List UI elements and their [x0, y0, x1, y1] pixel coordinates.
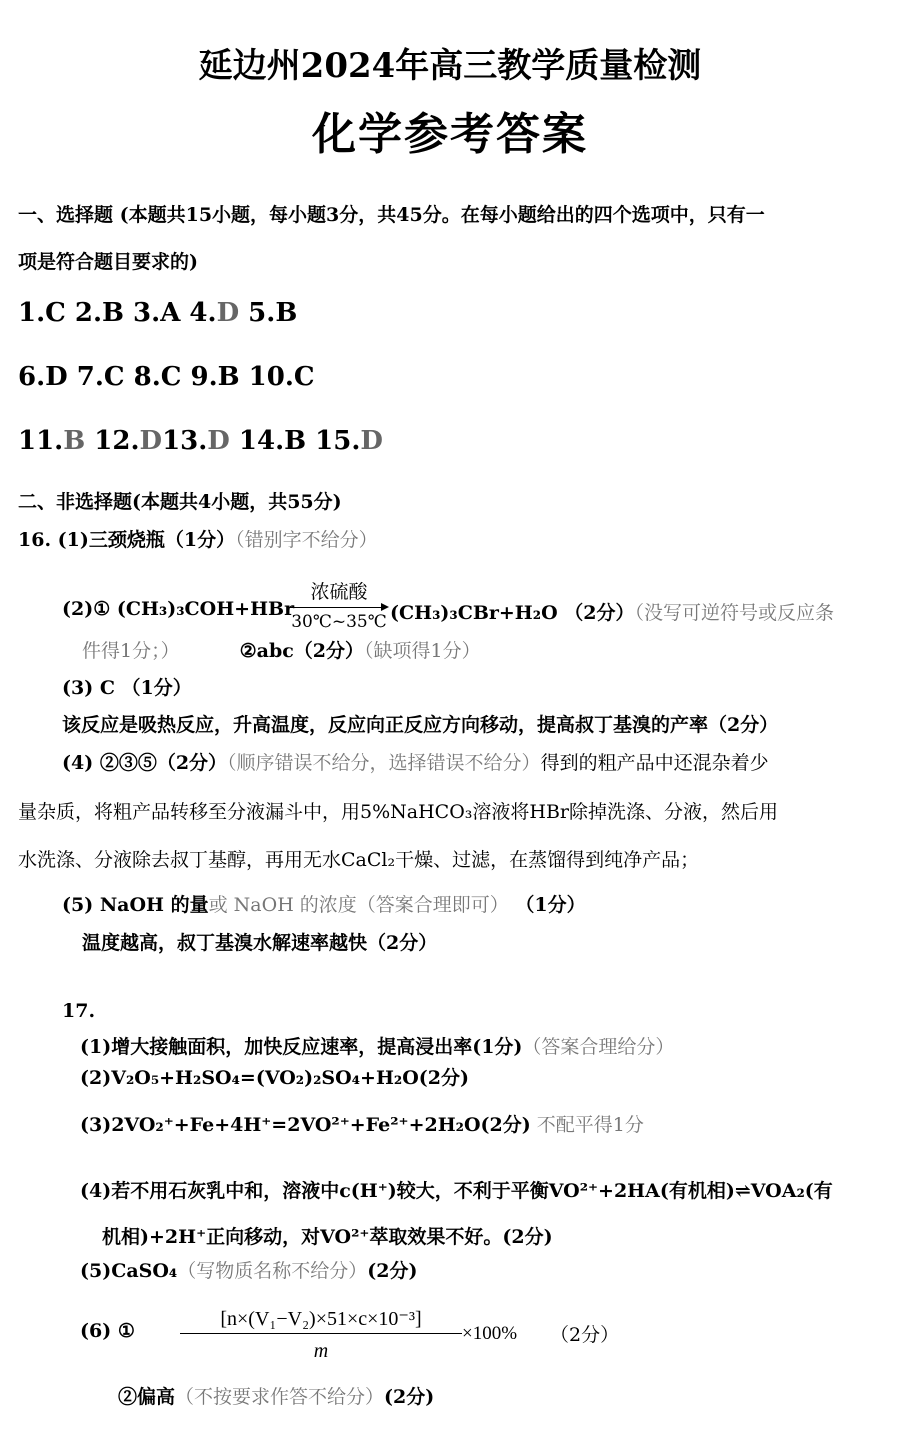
q16-5-alt-answer: 或 NaOH 的浓度（答案合理即可） [208, 894, 509, 916]
q16-2-2-note: （缺项得1分） [364, 640, 481, 662]
answers-row-3-a: 11. [18, 426, 64, 456]
answers-row-3-g: 14.B 15. [229, 426, 361, 456]
q17-5-answer: (5)CaSO₄ [80, 1260, 178, 1282]
section2-heading: 二、非选择题(本题共4小题，共55分) [18, 491, 342, 513]
answers-row-1-c: 5.B [239, 298, 298, 328]
q17-3-answer: (3)2VO₂⁺+Fe+4H⁺=2VO²⁺+Fe²⁺+2H₂O(2分) [80, 1114, 531, 1136]
q17-2-answer: (2)V₂O₅+H₂SO₄=(VO₂)₂SO₄+H₂O(2分) [80, 1067, 469, 1089]
q16-5-line-1 [62, 890, 586, 917]
fraction-bar [180, 1333, 462, 1334]
q16-1-answer: 16. (1)三颈烧瓶（1分） [18, 529, 236, 551]
q16-line-1 [18, 525, 378, 552]
formula-numerator: [n×(V₁−V₂)×51×c×10⁻³] [220, 1308, 422, 1330]
q16-4-text-start: 得到的粗产品中还混杂着少 [540, 752, 769, 774]
q16-2-equation-right [390, 598, 834, 625]
formula-denominator: m [313, 1340, 329, 1362]
q16-4-line-3: 水洗涤、分液除去叔丁基醇，再用无水CaCl₂干燥、过滤，在蒸馏得到纯净产品； [18, 849, 700, 871]
q16-4-note: （顺序错误不给分，选择错误不给分） [227, 752, 541, 774]
answers-row-2: 6.D 7.C 8.C 9.B 10.C [18, 362, 315, 392]
answers-row-3-c: 12. [85, 426, 140, 456]
q17-1-line [80, 1032, 674, 1059]
answer-11-value: B [63, 426, 86, 456]
answers-row-3-e: 13. [162, 426, 208, 456]
q17-3-line [80, 1110, 644, 1137]
q17-1-note: （答案合理给分） [522, 1036, 675, 1058]
answer-13-value: D [207, 426, 230, 456]
q16-2-equation-product: (CH₃)₃CBr+H₂O （2分） [390, 602, 635, 624]
q17-6-score: （2分） [550, 1324, 620, 1346]
page-subtitle: 化学参考答案 [312, 109, 588, 160]
q16-5-line-2: 温度越高，叔丁基溴水解速率越快（2分） [82, 932, 438, 954]
q16-2-equation-left: (2)① (CH₃)₃COH+HBr [62, 598, 295, 620]
q17-4-line-2: 机相)+2H⁺正向移动，对VO²⁺萃取效果不好。(2分) [102, 1226, 553, 1248]
q17-1-answer: (1)增大接触面积，加快反应速率，提高浸出率(1分) [80, 1036, 523, 1058]
reaction-arrow [289, 604, 389, 614]
q16-4-line-1 [62, 748, 769, 775]
q16-4-line-2: 量杂质，将粗产品转移至分液漏斗中，用5%NaHCO₃溶液将HBr除掉洗涤、分液，然后用 [18, 801, 779, 823]
q17-6-2-note: （不按要求作答不给分） [175, 1386, 385, 1408]
section1-heading-line2: 项是符合题目要求的) [18, 251, 198, 273]
q17-6-2-answer: ②偏高 [118, 1386, 176, 1408]
q17-6-2-score: (2分) [384, 1386, 435, 1408]
q17-4-line-1: (4)若不用石灰乳中和，溶液中c(H⁺)较大，不利于平衡VO²⁺+2HA(有机相)⇌VOA₂(有 [80, 1180, 833, 1202]
answers-row-3 [18, 426, 383, 456]
answer-12-value: D [139, 426, 163, 456]
q16-3-answer: (3) C （1分） [62, 677, 192, 699]
q16-5-answer: (5) NaOH 的量 [62, 894, 209, 916]
q16-2-2-answer: ②abc（2分） [239, 640, 365, 662]
q16-2-note-cont: 件得1分；） [82, 640, 180, 662]
q16-4-answer: (4) ②③⑤（2分） [62, 752, 228, 774]
answer-4-value: D [216, 298, 240, 328]
q16-5-score: （1分） [508, 894, 586, 916]
q17-number: 17. [62, 1000, 96, 1022]
q17-5-score: (2分) [367, 1260, 418, 1282]
formula-percent: ×100% [462, 1323, 518, 1344]
answers-row-1-a: 1.C 2.B 3.A 4. [18, 298, 217, 328]
reaction-condition-temperature: 30℃~35℃ [291, 612, 387, 632]
q16-2-note: （没写可逆符号或反应条 [634, 602, 834, 624]
q17-3-note: 不配平得1分 [536, 1114, 644, 1136]
formula-fraction [180, 1306, 462, 1363]
q16-1-note: （错别字不给分） [235, 529, 378, 551]
section1-heading-line1: 一、选择题 (本题共15小题，每小题3分，共45分。在每小题给出的四个选项中，只有一 [18, 204, 765, 226]
q16-3-explanation: 该反应是吸热反应，升高温度，反应向正反应方向移动，提高叔丁基溴的产率（2分） [62, 714, 779, 736]
answers-row-1 [18, 298, 297, 328]
reaction-condition [289, 577, 389, 632]
q17-6-label: (6) ① [80, 1320, 135, 1342]
page-title: 延边州2024年高三教学质量检测 [198, 46, 702, 86]
answer-15-value: D [360, 426, 383, 456]
q17-5-note: （写物质名称不给分） [177, 1260, 368, 1282]
q16-line-3 [82, 636, 481, 663]
q17-6-2-line [118, 1382, 434, 1409]
reaction-condition-catalyst: 浓硫酸 [310, 581, 368, 603]
q17-5-line [80, 1256, 417, 1283]
